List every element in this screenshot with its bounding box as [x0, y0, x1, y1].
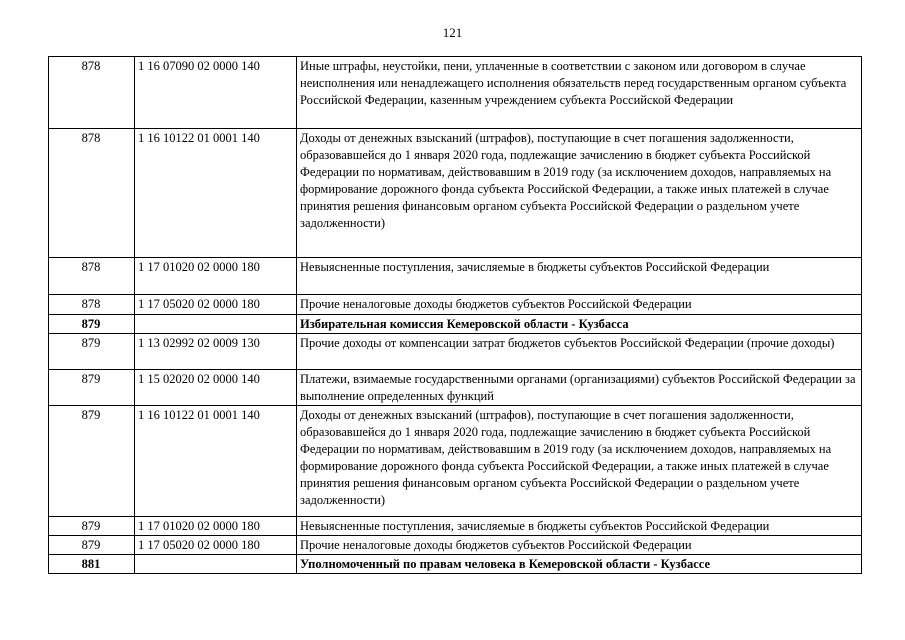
admin-code-cell: 879 [49, 536, 135, 555]
admin-code-cell: 878 [49, 258, 135, 295]
table-row [49, 517, 862, 536]
budget-code-cell: 1 15 02020 02 0000 140 [135, 370, 297, 406]
administrator-name-cell: Избирательная комиссия Кемеровской области - Кузбасса [297, 315, 862, 334]
budget-code-cell [135, 555, 297, 574]
revenue-name-cell: Прочие неналоговые доходы бюджетов субъектов Российской Федерации [297, 536, 862, 555]
table-row [49, 57, 862, 129]
revenue-name-cell: Прочие неналоговые доходы бюджетов субъектов Российской Федерации [297, 295, 862, 315]
administrator-name-cell: Уполномоченный по правам человека в Кемеровской области - Кузбассе [297, 555, 862, 574]
admin-code-cell: 878 [49, 57, 135, 129]
revenue-name-cell: Платежи, взимаемые государственными органами (организациями) субъектов Российской Федерации за выполнение определенных функций [297, 370, 862, 406]
budget-code-cell: 1 16 10122 01 0001 140 [135, 129, 297, 258]
budget-code-cell: 1 17 05020 02 0000 180 [135, 536, 297, 555]
budget-code-cell: 1 17 01020 02 0000 180 [135, 517, 297, 536]
revenue-name-cell: Доходы от денежных взысканий (штрафов), поступающие в счет погашения задолженности, образовавшейся до 1 января 2020 года, подлежащие зачислению в бюджет субъекта Российской Федерации по нормативам, действовавшим в 2019 году (за исключением доходов, направляемых на формирование дорожного фонда субъекта Российской Федерации, а также иных платежей в случае принятия решения финансовым органом субъекта Российской Федерации о раздельном учете задолженности) [297, 129, 862, 258]
table-row [49, 334, 862, 370]
table-row [49, 370, 862, 406]
budget-code-cell: 1 16 07090 02 0000 140 [135, 57, 297, 129]
budget-code-cell [135, 315, 297, 334]
admin-code-cell: 879 [49, 517, 135, 536]
admin-code-cell: 879 [49, 370, 135, 406]
revenue-name-cell: Доходы от денежных взысканий (штрафов), поступающие в счет погашения задолженности, образовавшейся до 1 января 2020 года, подлежащие зачислению в бюджет субъекта Российской Федерации по нормативам, действовавшим в 2019 году (за исключением доходов, направляемых на формирование дорожного фонда субъекта Российской Федерации, а также иных платежей в случае принятия решения финансовым органом субъекта Российской Федерации о раздельном учете задолженности) [297, 406, 862, 517]
table-row [49, 129, 862, 258]
revenue-name-cell: Невыясненные поступления, зачисляемые в бюджеты субъектов Российской Федерации [297, 517, 862, 536]
admin-code-cell: 879 [49, 406, 135, 517]
revenue-name-cell: Невыясненные поступления, зачисляемые в бюджеты субъектов Российской Федерации [297, 258, 862, 295]
admin-code-cell: 878 [49, 295, 135, 315]
revenue-name-cell: Иные штрафы, неустойки, пени, уплаченные в соответствии с законом или договором в случае неисполнения или ненадлежащего исполнения обязательств перед государственным органом субъекта Российской Федерации, казенным учреждением субъекта Российской Федерации [297, 57, 862, 129]
budget-code-cell: 1 17 05020 02 0000 180 [135, 295, 297, 315]
budget-code-cell: 1 13 02992 02 0009 130 [135, 334, 297, 370]
table-row [49, 536, 862, 555]
page-number: 121 [442, 25, 463, 40]
table-row [49, 258, 862, 295]
table-row [49, 295, 862, 315]
revenue-name-cell: Прочие доходы от компенсации затрат бюджетов субъектов Российской Федерации (прочие доходы) [297, 334, 862, 370]
revenue-codes-table [48, 56, 862, 574]
budget-code-cell: 1 16 10122 01 0001 140 [135, 406, 297, 517]
table-row [49, 406, 862, 517]
admin-code-cell: 879 [49, 315, 135, 334]
administrator-header-row [49, 555, 862, 574]
administrator-header-row [49, 315, 862, 334]
admin-code-cell: 879 [49, 334, 135, 370]
admin-code-cell: 878 [49, 129, 135, 258]
admin-code-cell: 881 [49, 555, 135, 574]
budget-code-cell: 1 17 01020 02 0000 180 [135, 258, 297, 295]
